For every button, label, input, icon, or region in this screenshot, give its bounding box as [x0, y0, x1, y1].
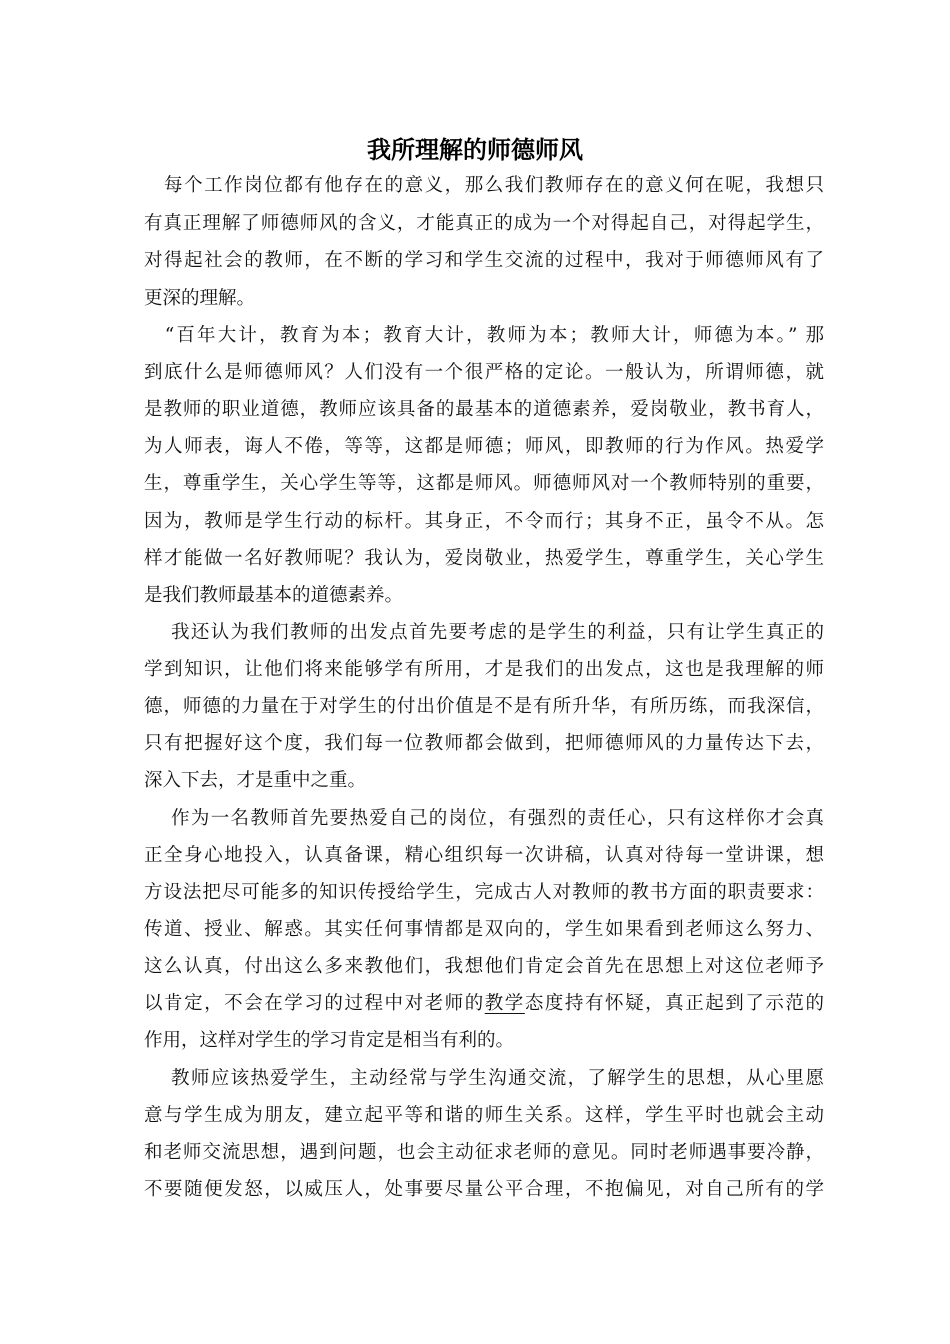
text-line: 德，师德的力量在于对学生的付出价值是不是有所升华，有所历练，而我深信，	[144, 696, 824, 717]
text-line: 教师应该热爱学生，主动经常与学生沟通交流，了解学生的思想，从心里愿	[144, 1068, 824, 1089]
document-title: 我所理解的师德师风	[367, 135, 583, 164]
text-segment: 以肯定，不会在学习的过程中对老师的	[144, 993, 485, 1014]
text-segment: 态度持有怀疑，真正起到了示范的	[524, 993, 824, 1014]
text-line: 这么认真，付出这么多来教他们，我想他们肯定会首先在思想上对这位老师予	[144, 956, 824, 977]
text-line: 更深的理解。	[144, 288, 256, 309]
text-line: 不要随便发怒，以威压人，处事要尽量公平合理，不抱偏见，对自己所有的学	[144, 1179, 824, 1200]
text-line: 生，尊重学生，关心学生等等，这都是师风。师德师风对一个教师特别的重要，	[144, 473, 824, 494]
text-line: 对得起社会的教师，在不断的学习和学生交流的过程中，我对于师德师风有了	[144, 250, 824, 271]
text-line: 和老师交流思想，遇到问题，也会主动征求老师的意见。同时老师遇事要冷静，	[144, 1142, 824, 1163]
text-line: 因为，教师是学生行动的标杆。其身正，不令而行；其身不正，虽令不从。怎	[144, 511, 824, 532]
text-line-with-underline	[144, 991, 824, 1017]
text-line: “百年大计，教育为本；教育大计，教师为本；教师大计，师德为本。” 那	[144, 325, 824, 346]
text-line: 为人师表，诲人不倦，等等，这都是师德；师风，即教师的行为作风。热爱学	[144, 436, 824, 457]
text-line: 是教师的职业道德，教师应该具备的最基本的道德素养，爱岗敬业，教书育人，	[144, 399, 824, 420]
text-line: 传道、授业、解惑。其实任何事情都是双向的，学生如果看到老师这么努力、	[144, 919, 824, 940]
text-line: 学到知识，让他们将来能够学有所用，才是我们的出发点，这也是我理解的师	[144, 659, 824, 680]
text-line: 方设法把尽可能多的知识传授给学生，完成古人对教师的教书方面的职责要求：	[144, 882, 824, 903]
text-line: 到底什么是师德师风？人们没有一个很严格的定论。一般认为，所谓师德，就	[144, 362, 824, 383]
underlined-word: 教学	[484, 993, 525, 1014]
text-line: 样才能做一名好教师呢？我认为，爱岗敬业，热爱学生，尊重学生，关心学生	[144, 548, 824, 569]
text-line: 每个工作岗位都有他存在的意义，那么我们教师存在的意义何在呢，我想只	[144, 175, 824, 196]
text-line: 我还认为我们教师的出发点首先要考虑的是学生的利益，只有让学生真正的	[144, 622, 824, 643]
text-line: 深入下去，才是重中之重。	[144, 770, 367, 791]
text-line: 有真正理解了师德师风的含义，才能真正的成为一个对得起自己，对得起学生，	[144, 213, 824, 234]
text-line: 意与学生成为朋友，建立起平等和谐的师生关系。这样，学生平时也就会主动	[144, 1105, 824, 1126]
text-line: 作用，这样对学生的学习肯定是相当有利的。	[144, 1030, 515, 1051]
text-line: 只有把握好这个度，我们每一位教师都会做到，把师德师风的力量传达下去，	[144, 733, 824, 754]
text-line: 是我们教师最基本的道德素养。	[144, 585, 404, 606]
text-line: 正全身心地投入，认真备课，精心组织每一次讲稿，认真对待每一堂讲课，想	[144, 845, 824, 866]
text-line: 作为一名教师首先要热爱自己的岗位，有强烈的责任心，只有这样你才会真	[144, 808, 824, 829]
